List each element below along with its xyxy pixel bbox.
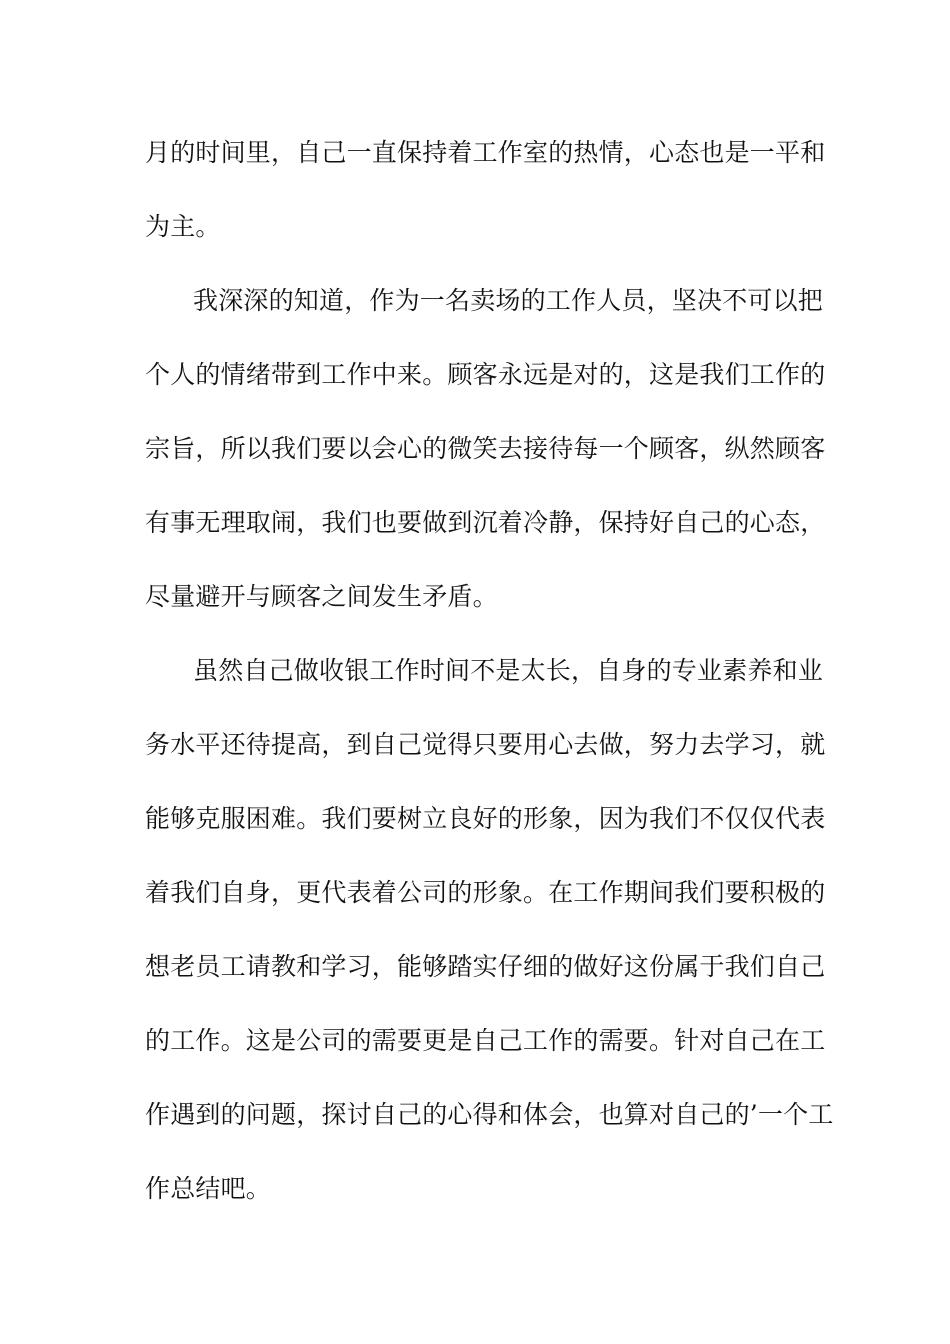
text-line: 的工作。这是公司的需要更是自己工作的需要。针对自己在工 <box>145 1026 826 1055</box>
text-line: 月的时间里，自己一直保持着工作室的热情，心态也是一平和 <box>145 138 826 167</box>
text-line: 我深深的知道，作为一名卖场的工作人员，坚决不可以把 <box>193 286 824 315</box>
text-line: 务水平还待提高，到自己觉得只要用心去做，努力去学习，就 <box>145 730 826 759</box>
text-line: 宗旨，所以我们要以会心的微笑去接待每一个顾客，纵然顾客 <box>145 434 826 463</box>
paragraph-3 <box>145 634 834 1226</box>
text-line: 为主。 <box>145 212 221 241</box>
text-line: 想老员工请教和学习，能够踏实仔细的做好这份属于我们自己 <box>145 952 826 981</box>
paragraph-2 <box>145 264 826 634</box>
text-line: 能够克服困难。我们要树立良好的形象，因为我们不仅仅代表 <box>145 804 826 833</box>
text-line: 尽量避开与顾客之间发生矛盾。 <box>145 582 498 611</box>
text-line: 着我们自身，更代表着公司的形象。在工作期间我们要积极的 <box>145 878 826 907</box>
text-line: 个人的情绪带到工作中来。顾客永远是对的，这是我们工作的 <box>145 360 826 389</box>
paragraph-1 <box>145 116 826 264</box>
text-line: 作总结吧。 <box>145 1174 272 1203</box>
text-line: 有事无理取闹，我们也要做到沉着冷静，保持好自己的心态， <box>145 508 826 537</box>
text-line: 作遇到的问题，探讨自己的心得和体会，也算对自己的’一个工 <box>145 1100 834 1129</box>
document-body <box>145 116 834 1226</box>
text-line: 虽然自己做收银工作时间不是太长，自身的专业素养和业 <box>193 656 824 685</box>
